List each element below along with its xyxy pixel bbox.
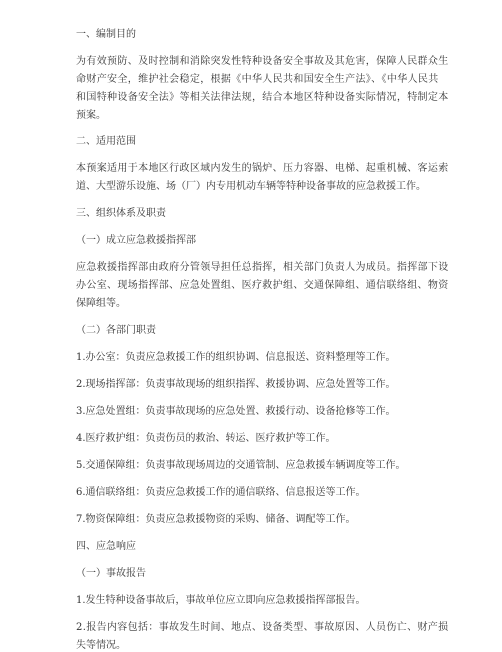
- section-2-paragraph-line-2: 道、大型游乐设施、场（厂）内专用机动车辆等特种设备事故的应急救援工作。: [76, 181, 426, 192]
- section-1-paragraph-line-1: 为有效预防、及时控制和消除突发性特种设备安全事故及其危害，保障人民群众生: [76, 56, 449, 67]
- section-3-1-paragraph-line-2: 办公室、现场指挥部、应急处置组、医疗救护组、交通保障组、通信联络组、物资: [76, 280, 449, 291]
- duty-item-2: 2.现场指挥部：负责事故现场的组织指挥、救援协调、应急处置等工作。: [76, 379, 396, 390]
- section-1-paragraph-line-4: 预案。: [76, 110, 106, 121]
- duty-item-3: 3.应急处置组：负责事故现场的应急处置、救援行动、设备抢修等工作。: [76, 406, 396, 417]
- duty-item-1: 1.办公室：负责应急救援工作的组织协调、信息报送、资料整理等工作。: [76, 352, 396, 363]
- section-2-heading: 二、适用范围: [76, 136, 136, 147]
- section-1-paragraph-line-3: 和国特种设备安全法》等相关法律法规，结合本地区特种设备实际情况，特制定本: [76, 92, 449, 103]
- section-3-heading: 三、组织体系及职责: [76, 208, 166, 219]
- report-item-2: 2.报告内容包括：事故发生时间、地点、设备类型、事故原因、人员伤亡、财产损: [76, 622, 449, 633]
- section-1-paragraph-line-2: 命财产安全，维护社会稳定，根据《中华人民共和国安全生产法》、《中华人民共: [76, 74, 439, 85]
- section-3-2-heading: （二）各部门职责: [76, 325, 156, 336]
- section-3-1-paragraph-line-1: 应急救援指挥部由政府分管领导担任总指挥，相关部门负责人为成员。指挥部下设: [76, 262, 449, 273]
- section-4-1-heading: （一）事故报告: [76, 568, 146, 579]
- duty-item-4: 4.医疗救护组：负责伤员的救治、转运、医疗救护等工作。: [76, 433, 336, 444]
- report-item-1: 1.发生特种设备事故后，事故单位应立即向应急救援指挥部报告。: [76, 595, 366, 606]
- section-3-1-heading: （一）成立应急救援指挥部: [76, 235, 196, 246]
- section-4-heading: 四、应急响应: [76, 541, 136, 552]
- duty-item-6: 6.通信联络组：负责应急救援工作的通信联络、信息报送等工作。: [76, 487, 366, 498]
- section-1-heading: 一、编制目的: [76, 29, 136, 40]
- report-item-2-continuation: 失等情况。: [76, 640, 126, 651]
- section-2-paragraph-line-1: 本预案适用于本地区行政区域内发生的锅炉、压力容器、电梯、起重机械、客运索: [76, 163, 449, 174]
- duty-item-5: 5.交通保障组：负责事故现场周边的交通管制、应急救援车辆调度等工作。: [76, 460, 406, 471]
- duty-item-7: 7.物资保障组：负责应急救援物资的采购、储备、调配等工作。: [76, 514, 356, 525]
- section-3-1-paragraph-line-3: 保障组等。: [76, 298, 126, 309]
